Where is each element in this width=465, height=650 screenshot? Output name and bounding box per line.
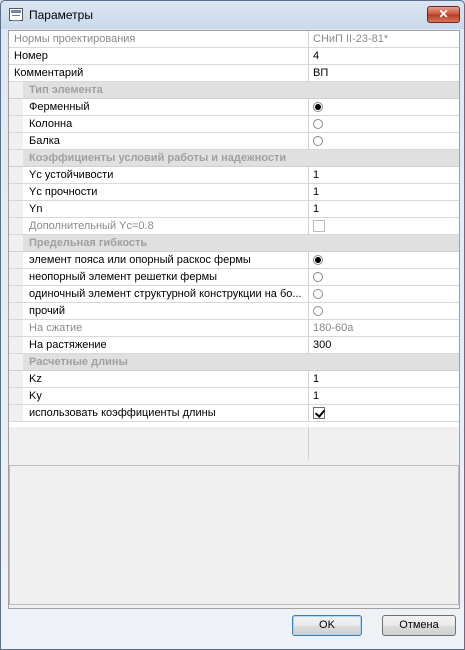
category-flexibility[interactable] <box>9 235 459 252</box>
window-title: Параметры <box>29 8 93 22</box>
category-label: Расчетные длины <box>29 356 128 368</box>
row-label: Ky <box>29 390 42 402</box>
category-label: Тип элемента <box>29 84 103 96</box>
row-label: Kz <box>29 373 42 385</box>
close-icon: ✕ <box>438 7 449 21</box>
row-yn[interactable] <box>9 201 459 218</box>
radio-flex-other[interactable] <box>313 306 323 316</box>
row-flex-other[interactable] <box>9 303 459 320</box>
row-label: Колонна <box>29 118 73 130</box>
row-flex-chord[interactable] <box>9 252 459 269</box>
checkbox-extra-yc <box>313 220 325 232</box>
row-label: Номер <box>14 50 48 62</box>
title-bar <box>1 1 464 29</box>
row-use-length-coeff[interactable] <box>9 405 459 422</box>
row-yc-stability[interactable] <box>9 167 459 184</box>
row-comment[interactable] <box>9 65 459 82</box>
row-value[interactable]: 4 <box>313 50 320 62</box>
row-number[interactable] <box>9 48 459 65</box>
row-flex-single[interactable] <box>9 286 459 303</box>
row-value: СНиП II-23-81* <box>313 33 389 45</box>
row-ky[interactable] <box>9 388 459 405</box>
row-extra-yc <box>9 218 459 235</box>
row-value: 180-60a <box>313 322 354 334</box>
radio-element-beam[interactable] <box>313 136 323 146</box>
row-value[interactable]: ВП <box>313 67 329 79</box>
row-label: Yc устойчивости <box>29 169 114 181</box>
radio-element-column[interactable] <box>313 119 323 129</box>
row-norms[interactable] <box>9 31 459 48</box>
row-tension[interactable] <box>9 337 459 354</box>
row-label: прочий <box>29 305 65 317</box>
radio-element-truss[interactable] <box>313 102 323 112</box>
ok-button[interactable]: OK <box>292 615 362 636</box>
row-kz[interactable] <box>9 371 459 388</box>
row-label: Yc прочности <box>29 186 98 198</box>
row-label: использовать коэффициенты длины <box>29 407 216 419</box>
checkbox-use-length-coeff[interactable] <box>313 407 325 419</box>
dialog-body <box>8 30 460 609</box>
row-element-truss[interactable] <box>9 99 459 116</box>
window-icon <box>9 8 23 21</box>
row-label: Yn <box>29 203 43 215</box>
row-label: элемент пояса или опорный раскос фермы <box>29 254 251 266</box>
category-element-type[interactable] <box>9 82 459 99</box>
property-grid <box>9 31 459 427</box>
row-label: Нормы проектирования <box>14 33 136 45</box>
description-panel <box>9 465 459 605</box>
row-label: неопорный элемент решетки фермы <box>29 271 218 283</box>
row-value[interactable]: 300 <box>313 339 332 351</box>
row-value[interactable]: 1 <box>313 203 320 215</box>
row-value[interactable]: 1 <box>313 373 320 385</box>
category-label: Коэффициенты условий работы и надежности <box>29 152 287 164</box>
row-label: Дополнительный Yc=0.8 <box>29 220 154 232</box>
row-label: На растяжение <box>29 339 107 351</box>
radio-flex-lattice[interactable] <box>313 272 323 282</box>
row-label: На сжатие <box>29 322 83 334</box>
row-label: одиночный элемент структурной конструкции на бо... <box>29 288 302 300</box>
row-label: Комментарий <box>14 67 84 79</box>
radio-flex-chord[interactable] <box>313 255 323 265</box>
row-flex-lattice[interactable] <box>9 269 459 286</box>
cancel-button[interactable]: Отмена <box>382 615 456 636</box>
row-label: Ферменный <box>29 101 90 113</box>
row-value[interactable]: 1 <box>313 186 320 198</box>
category-label: Предельная гибкость <box>29 237 148 249</box>
row-yc-strength[interactable] <box>9 184 459 201</box>
radio-flex-single[interactable] <box>313 289 323 299</box>
close-button[interactable] <box>427 6 460 23</box>
row-value[interactable]: 1 <box>313 169 320 181</box>
category-lengths[interactable] <box>9 354 459 371</box>
row-element-beam[interactable] <box>9 133 459 150</box>
row-compression <box>9 320 459 337</box>
category-coefficients[interactable] <box>9 150 459 167</box>
row-value[interactable]: 1 <box>313 390 320 402</box>
row-element-column[interactable] <box>9 116 459 133</box>
grid-splitter[interactable] <box>308 427 309 459</box>
row-label: Балка <box>29 135 60 147</box>
